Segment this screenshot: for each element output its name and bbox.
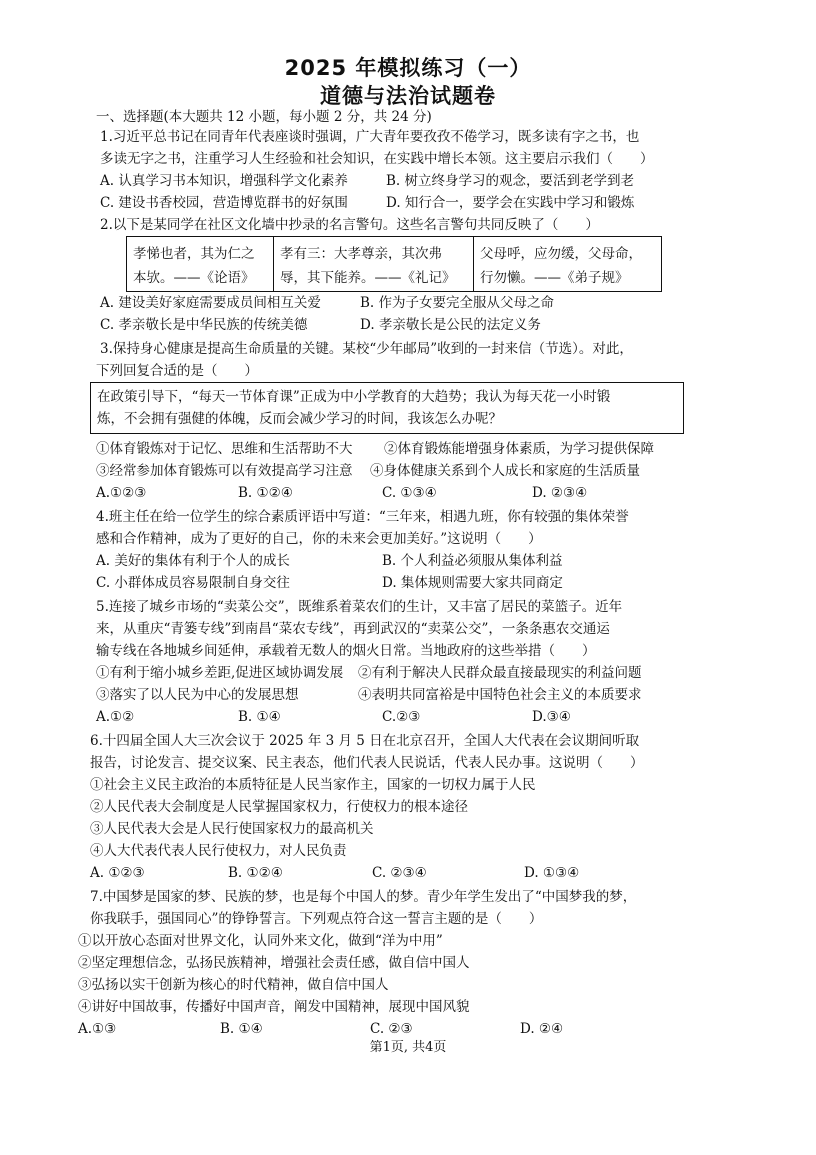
- q7-option-a: A.①③: [78, 1021, 117, 1037]
- q6-stem-line2: 报告，讨论发言、提交议案、民主表态，他们代表人民说话，代表人民办事。这说明（ ）: [90, 755, 644, 771]
- q7-option-b: B. ①④: [220, 1021, 263, 1037]
- quote-cell-3: 父母呼，应勿缓，父母命，行勿懒。——《弟子规》: [473, 237, 660, 291]
- page-footer: 第1页, 共4页: [369, 1040, 447, 1055]
- q6-option-d: D. ①③④: [524, 865, 580, 881]
- quote-cell-1: 孝悌也者，其为仁之本欤。——《论语》: [133, 246, 255, 286]
- q3-option-d: D. ②③④: [532, 485, 588, 501]
- q4-option-a: A. 美好的集体有利于个人的成长: [96, 553, 290, 569]
- q1-option-b: B. 树立终身学习的观念，要活到老学到老: [386, 173, 635, 189]
- q2-stem: 2.以下是某同学在社区文化墙中抄录的名言警句。这些名言警句共同反映了（ ）: [100, 217, 599, 233]
- letter-line1: 在政策引导下，“每天一节体育课”正成为中小学教育的大趋势；我认为每天花一小时锻: [97, 389, 611, 405]
- q1-stem-line1: 1.习近平总书记在同青年代表座谈时强调，广大青年要孜孜不倦学习，既多读有字之书，也: [100, 129, 640, 145]
- exam-title: 2025 年模拟练习（一）: [284, 56, 532, 80]
- q7-item-4: ④讲好中国故事，传播好中国声音，阐发中国精神，展现中国风貌: [78, 999, 470, 1015]
- q5-option-a: A.①②: [96, 709, 135, 725]
- q4-stem-line1: 4.班主任在给一位学生的综合素质评语中写道：“三年来，相遇九班，你有较强的集体荣誉: [96, 509, 629, 525]
- q2-option-a: A. 建设美好家庭需要成员间相互关爱: [100, 295, 321, 311]
- q7-item-3: ③弘扬以实干创新为核心的时代精神，做自信中国人: [78, 977, 389, 993]
- q5-item-2: ②有利于解决人民群众最直接最现实的利益问题: [358, 665, 642, 681]
- q2-option-d: D. 孝亲敬长是公民的法定义务: [360, 317, 541, 333]
- q5-option-c: C.②③: [382, 709, 421, 725]
- q3-option-b: B. ①②④: [238, 485, 293, 501]
- q1-option-d: D. 知行合一，要学会在实践中学习和锻炼: [386, 195, 635, 211]
- q5-stem-line1: 5.连接了城乡市场的“卖菜公交”，既维系着菜农们的生计，又丰富了居民的菜篮子。近年: [96, 599, 623, 615]
- letter-box: [90, 382, 684, 434]
- q6-option-b: B. ①②④: [228, 865, 283, 881]
- q6-item-2: ②人民代表大会制度是人民掌握国家权力，行使权力的根本途径: [90, 799, 468, 815]
- q5-option-b: B. ①④: [238, 709, 281, 725]
- exam-subtitle: 道德与法治试题卷: [320, 84, 496, 108]
- q7-option-c: C. ②③: [370, 1021, 413, 1037]
- q7-item-1: ①以开放心态面对世界文化，认同外来文化，做到“洋为中用”: [78, 933, 443, 949]
- q6-option-a: A. ①②③: [90, 865, 145, 881]
- q4-option-b: B. 个人利益必须服从集体利益: [382, 553, 563, 569]
- q1-option-c: C. 建设书香校园，营造博览群书的好氛围: [100, 195, 348, 211]
- q5-item-1: ①有利于缩小城乡差距,促进区域协调发展: [96, 665, 344, 681]
- q4-stem-line2: 感和合作精神，成为了更好的自己，你的未来会更加美好。”这说明（ ）: [96, 531, 542, 547]
- q6-item-3: ③人民代表大会是人民行使国家权力的最高机关: [90, 821, 374, 837]
- q7-item-2: ②坚定理想信念，弘扬民族精神，增强社会责任感，做自信中国人: [78, 955, 470, 971]
- q1-stem-line2: 多读无字之书，注重学习人生经验和社会知识，在实践中增长本领。这主要启示我们（ ）: [100, 151, 654, 167]
- section-heading: 一、选择题(本大题共 12 小题，每小题 2 分，共 24 分): [96, 109, 432, 125]
- q3-stem-line1: 3.保持身心健康是提高生命质量的关键。某校“少年邮局”收到的一封来信（节选）。对此，: [100, 341, 633, 357]
- q6-stem-line1: 6.十四届全国人大三次会议于 2025 年 3 月 5 日在北京召开，全国人大代表在会议期间听取: [90, 733, 640, 749]
- q7-option-d: D. ②④: [520, 1021, 564, 1037]
- q3-stem-line2: 下列回复合适的是（ ）: [96, 363, 258, 379]
- q5-item-4: ④表明共同富裕是中国特色社会主义的本质要求: [358, 687, 642, 703]
- q7-stem-line1: 7.中国梦是国家的梦、民族的梦，也是每个中国人的梦。青少年学生发出了“中国梦我的梦，: [90, 889, 637, 905]
- q6-option-c: C. ②③④: [372, 865, 427, 881]
- q4-option-d: D. 集体规则需要大家共同商定: [382, 575, 563, 591]
- q3-item-1: ①体育锻炼对于记忆、思维和生活帮助不大: [96, 441, 353, 457]
- q6-item-4: ④人大代表代表人民行使权力，对人民负责: [90, 843, 347, 859]
- q3-item-2: ②体育锻炼能增强身体素质，为学习提供保障: [384, 441, 654, 457]
- quote-cell-2: 孝有三：大孝尊亲，其次弗辱，其下能养。——《礼记》: [273, 237, 473, 291]
- q4-option-c: C. 小群体成员容易限制自身交往: [96, 575, 290, 591]
- q6-item-1: ①社会主义民主政治的本质特征是人民当家作主，国家的一切权力属于人民: [90, 777, 536, 793]
- q7-stem-line2: 你我联手，强国同心”的铮铮誓言。下列观点符合这一誓言主题的是（ ）: [90, 911, 543, 927]
- q3-option-c: C. ①③④: [382, 485, 437, 501]
- q5-item-3: ③落实了以人民为中心的发展思想: [96, 687, 299, 703]
- q5-stem-line3: 输专线在各地城乡间延伸，承载着无数人的烟火日常。当地政府的这些举措（ ）: [96, 643, 596, 659]
- q3-item-3: ③经常参加体育锻炼可以有效提高学习注意: [96, 463, 353, 479]
- quote-table: [126, 236, 662, 292]
- q2-option-c: C. 孝亲敬长是中华民族的传统美德: [100, 317, 308, 333]
- q3-item-4: ④身体健康关系到个人成长和家庭的生活质量: [370, 463, 640, 479]
- q3-option-a: A.①②③: [96, 485, 147, 501]
- q5-option-d: D.③④: [532, 709, 571, 725]
- q1-option-a: A. 认真学习书本知识，增强科学文化素养: [100, 173, 348, 189]
- q2-option-b: B. 作为子女要完全服从父母之命: [360, 295, 555, 311]
- q5-stem-line2: 来，从重庆“青篓专线”到南昌“菜农专线”，再到武汉的“卖菜公交”，一条条惠农交通运: [96, 621, 610, 637]
- letter-line2: 炼，不会拥有强健的体魄，反而会减少学习的时间，我该怎么办呢？: [97, 411, 502, 427]
